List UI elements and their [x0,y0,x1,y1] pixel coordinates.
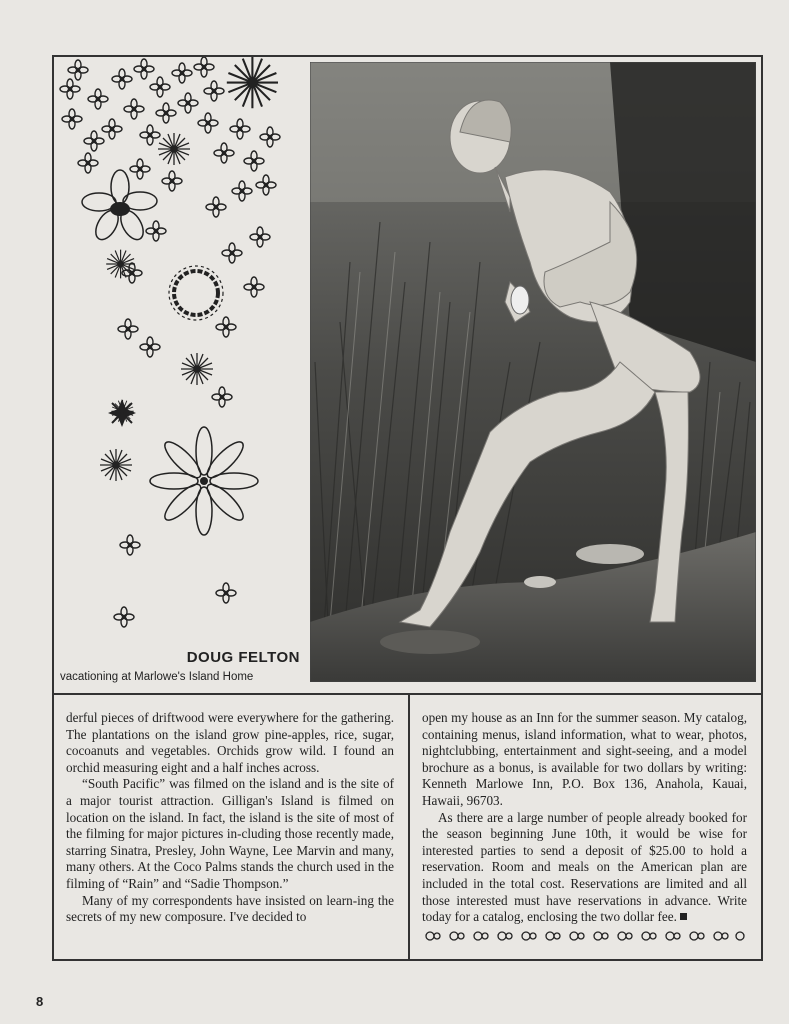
flower-illustration-panel [54,57,308,693]
flower-doodles-illustration [54,57,308,693]
article-left-column [54,695,410,959]
article-paragraph: “South Pacific” was filmed on the island and is the site of a major tourist attraction. Gilligan's Island is filmed on location on the island. In fact, the island is the site of most of the filming for major pictures in-cluding those recently made, starring Sinatra, Presley, John Wayne, Lee Marvin and many, many others. At the Coco Palms stands the church used in the filming of “Rain” and “Sadie Thompson.” [66,776,394,891]
top-panel [54,57,761,695]
article-right-column [410,695,761,959]
article-paragraph: Many of my correspondents have insisted on learn-ing the secrets of my new composure. I've decided to [66,892,394,925]
page-number: 8 [36,994,44,1009]
article-paragraph [422,810,747,926]
article-paragraph: open my house as an Inn for the summer season. My catalog, containing menus, island information, what to wear, photos, nightclubbing, entertainment and sight-seeing, and a model brochure as a bonus, is available for two dollars by writing: Kenneth Marlowe Inn, P.O. Box 136, Anahola, Kauai, Hawaii, 96703. [422,710,747,808]
small-flowers [60,57,280,627]
caption-subtitle: vacationing at Marlowe's Island Home [60,671,254,683]
ring-flower [169,266,223,320]
closing-paragraph-text: As there are a large number of people already booked for the season beginning June 10th, it would be wise for interested parties to send a deposit of $25.00 to hold a reservation. Room and meals on the American plan are included in the total cost. Reservations are limited and all those interested must have reservations in advance. Write today for a catalog, enclosing the two dollar fee. [422,809,747,925]
large-daisy-bottom [150,427,258,535]
outdoor-photograph [310,62,756,682]
photo-illustration [310,62,756,682]
article-paragraph: derful pieces of driftwood were everywhere for the gathering. The plantations on the island grow pine-apples, rice, sugar, cocoanuts and vegetables. Orchids grow wild. I found an orchid measuring eight and a half inches across. [66,710,394,775]
page-frame [52,55,763,961]
end-of-article-mark [680,913,687,920]
solid-star-flower [108,399,136,427]
flower-ornament-row [422,928,752,944]
model-name-caption: DOUG FELTON [186,649,300,666]
